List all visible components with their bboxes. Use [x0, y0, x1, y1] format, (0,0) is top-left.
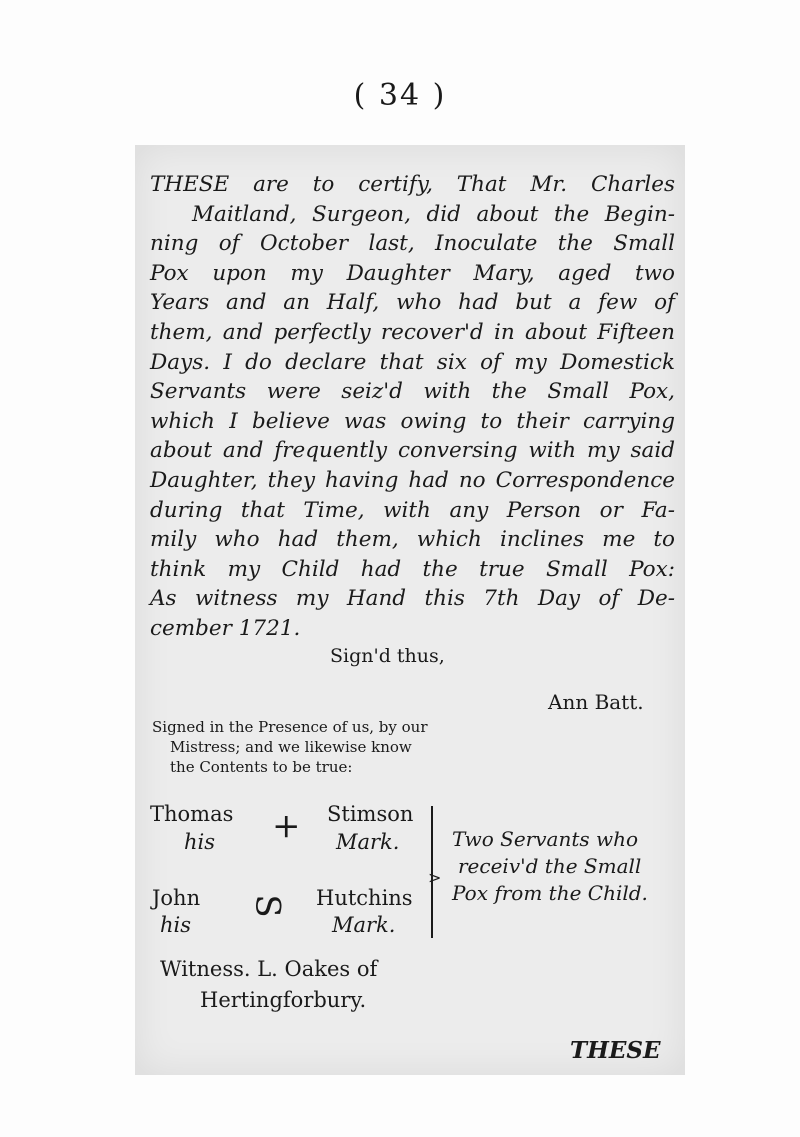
certificate-line: about and frequently conversing with my said [150, 438, 675, 464]
s-mark-icon: S [247, 894, 288, 918]
certificate-line: THESE are to certify, That Mr. Charles [150, 172, 675, 197]
certificate-line: think my Child had the true Small Pox: [150, 556, 675, 582]
certificate-line: cember 1721. [150, 615, 301, 641]
signed-thus-label: Sign'd thus, [330, 645, 445, 667]
certificate-line: during that Time, with any Person or Fa- [150, 497, 675, 523]
page-number: ( 34 ) [353, 78, 447, 113]
witness-attestation-line: Witness. L. Oakes of [160, 957, 378, 981]
certificate-line: ning of October last, Inoculate the Small [150, 231, 675, 257]
witness-attestation-line: Hertingforbury. [200, 988, 367, 1012]
witness-his-label: his [160, 913, 192, 937]
certificate-line: Daughter, they having had no Correspondence [150, 467, 675, 493]
certificate-line: Years and an Half, who had but a few of [150, 290, 675, 316]
servants-note [452, 826, 648, 907]
witness-first-name: John [152, 886, 201, 910]
certificate-line: mily who had them, which inclines me to [150, 527, 675, 553]
servants-note-line: Two Servants who [452, 827, 639, 851]
catchword: THESE [570, 1037, 661, 1064]
certificate-line: Servants were seiz'd with the Small Pox, [150, 379, 675, 405]
witness-mark-label: Mark. [336, 830, 400, 854]
signer-name: Ann Batt. [548, 690, 644, 714]
certificate-line: Pox upon my Daughter Mary, aged two [150, 260, 675, 286]
witness-mark-label: Mark. [332, 913, 396, 937]
certificate-line: them, and perfectly recover'd in about Fifteen [150, 319, 675, 345]
presence-line: the Contents to be true: [170, 758, 353, 776]
witness-his-label: his [184, 830, 216, 854]
presence-line: Signed in the Presence of us, by our [152, 718, 428, 736]
witness-attestation [160, 954, 377, 1016]
brace-point-icon: > [428, 868, 442, 887]
certificate-line: Maitland, Surgeon, did about the Begin- [192, 201, 675, 227]
presence-line: Mistress; and we likewise know [170, 738, 412, 756]
witness-first-name: Thomas [150, 802, 234, 826]
certificate-line: which I believe was owing to their carrying [150, 408, 675, 434]
certificate-line: Days. I do declare that six of my Domestick [150, 349, 675, 375]
witness-last-name: Hutchins [316, 886, 413, 910]
certificate-line: As witness my Hand this 7th Day of De- [150, 586, 675, 612]
witness-last-name: Stimson [327, 802, 414, 826]
cross-mark-icon: + [272, 806, 301, 846]
certificate-text [150, 170, 675, 644]
presence-statement [152, 717, 428, 777]
servants-note-line: receiv'd the Small [458, 854, 642, 878]
servants-note-line: Pox from the Child. [452, 881, 648, 905]
